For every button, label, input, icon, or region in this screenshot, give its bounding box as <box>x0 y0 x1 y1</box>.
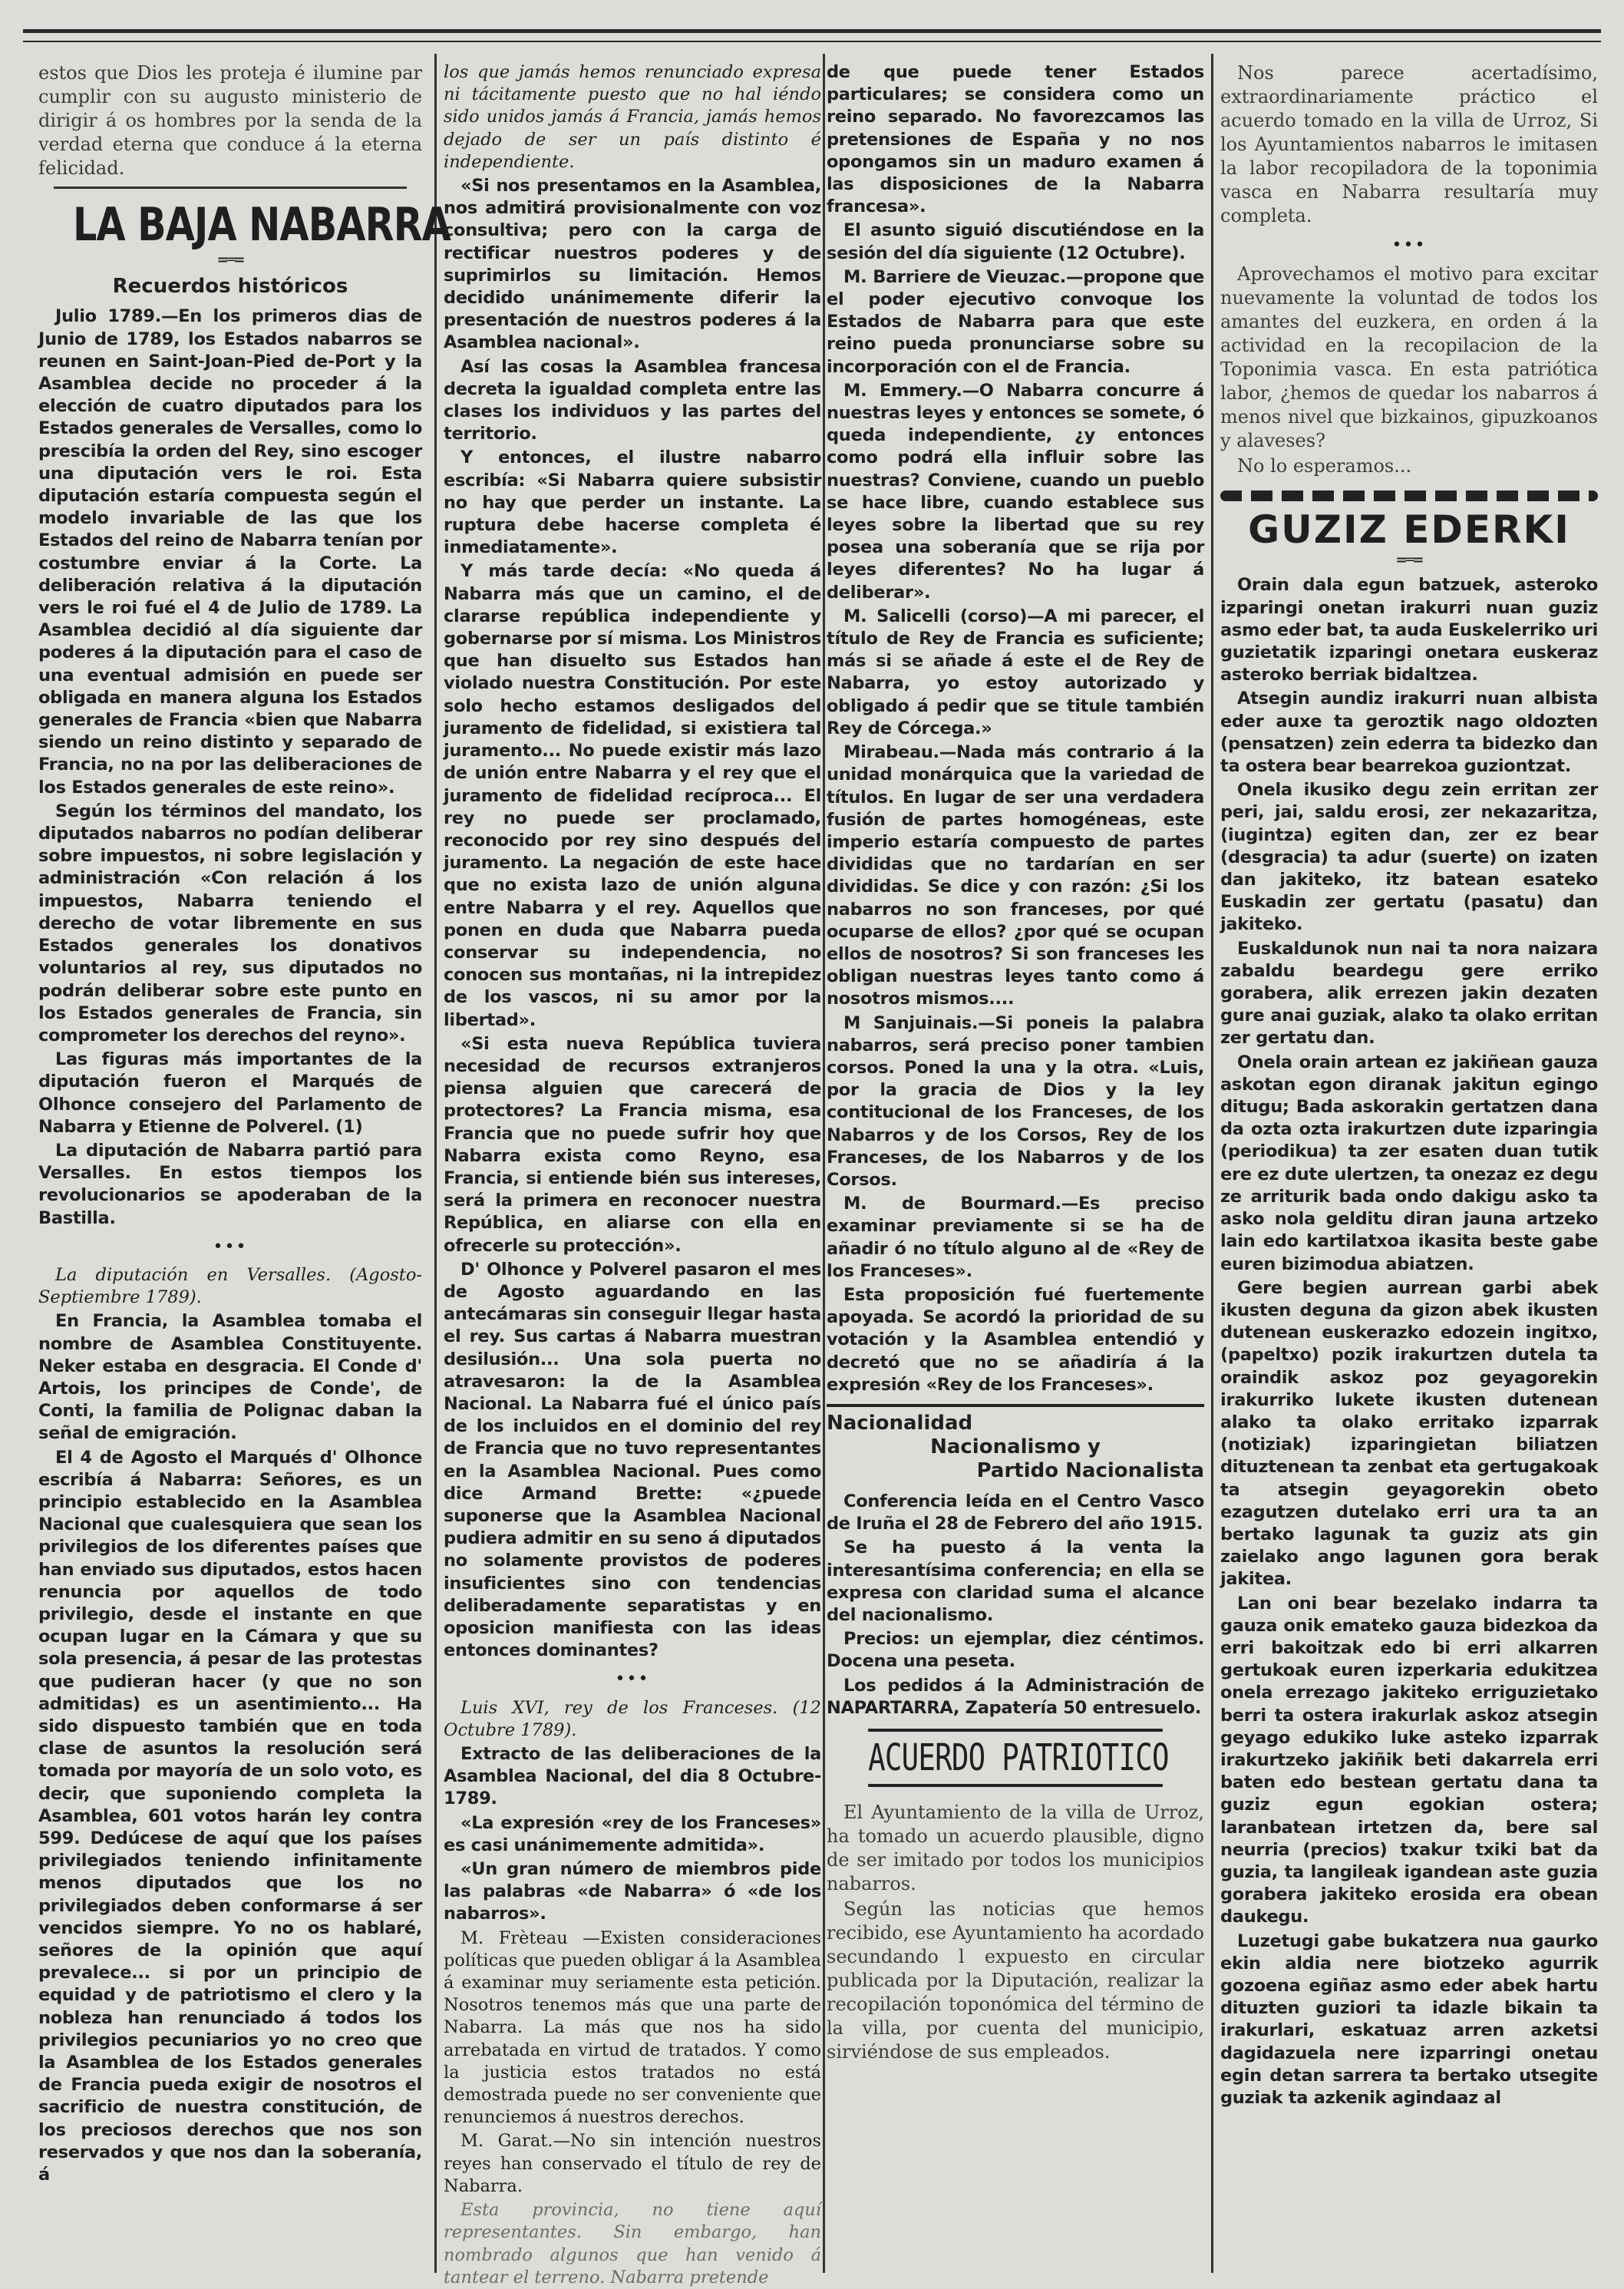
column-3 <box>827 61 1204 2258</box>
paragraph: Conferencia leída en el Centro Vasco de Iruña el 28 de Febrero del año 1915. <box>827 1491 1204 1534</box>
paragraph: M. de Bourmard.—Es preciso examinar previamente si se ha de añadir ó no título alguno al de «Rey de los Franceses». <box>827 1194 1204 1281</box>
paragraph: Gere begien aurrean garbi abek ikusten deguna da gizon abek ikusten dutenean euskerazko edozein ingitxo, (papeltxo) pozik irakurtzen dutela ta oraindik askoz poz geyagorekin irakurriko lukete ikusten dutenean alako ta olako erritako izparrak (notiziak) izparingietan biliatzen dituztenean ta zenbat eta gertugakoak ta atsegin geyagorekin obeto ezagutzen dutelako erri ura ta an bertako lagunak ta guziz ats gin zaielako ango lagunen gora berak jakitea. <box>1220 1277 1598 1590</box>
dots-ornament: ••• <box>213 1237 248 1257</box>
column-1 <box>38 61 451 2258</box>
column-2 <box>444 61 821 2287</box>
paragraph: los que jamás hemos renunciado expresa ni tácitamente puesto que no hal iéndo sido unidos jamás á Francia, jamás hemos dejado de ser un país distinto é independiente. <box>444 62 821 172</box>
dots-ornament: ••• <box>1391 236 1427 255</box>
column-divider <box>434 54 437 2273</box>
heading-line: Nacionalismo y <box>930 1435 1101 1458</box>
paragraph: La diputación en Versalles. (Agosto-Septiembre 1789). <box>38 1264 422 1308</box>
paragraph: M. Emmery.—O Nabarra concurre á nuestras leyes y entonces se somete, ó queda independiente, ¿y entonces como podrá ella influir sobre las nuestras? Conviene, cuando un pueblo se hace libre, cuando establece sus leyes sobre la libertad que su rey posea una soberanía que se rija por leyes diferentes? No ha lugar á deliberar». <box>827 380 1204 603</box>
paragraph: M. Frèteau —Existen consideraciones políticas que pueden obligar á la Asamblea á examinar muy seriamente esta petición. Nosotros tenemos más que una parte de Nabarra. La más que nos ha sido arrebatada en virtud de tratados. Y como la justicia estos tratados no está demostrada puede no ser conveniente que renunciemos á nuestros derechos. <box>444 1927 821 2128</box>
paragraph: M. Barriere de Vieuzac.—propone que el poder ejecutivo convoque los Estados de Nabarra para que este reino pueda pronunciarse sobre su incorporación con el de Francia. <box>827 266 1204 377</box>
ornamental-rule <box>1220 490 1598 501</box>
dots-ornament: ••• <box>615 1670 650 1690</box>
ornament: =═= <box>1395 552 1423 569</box>
acuerdo-title: ACUERDO PATRIOTICO <box>868 1729 1163 1787</box>
ornament: =═= <box>216 252 244 268</box>
paragraph: En Francia, la Asamblea tomaba el nombre de Asamblea Constituyente. Neker estaba en desgracia. El Conde d' Artois, los principes de Conde', de Conti, la familia de Polignac daban la señal de emigración. <box>38 1311 422 1444</box>
paragraph: Luzetugi gabe bukatzera nua gaurko ekin aldia nere biotzeko agurrik gozoena egiñaz asmo eder abek hartu dituzten guziori ta idazle bikain ta irakurlari, eskatuaz arren azketsi dagidazuela nere izparringi onetau egin detan sarrera ta bertako utsegite guziak ta azkenik agindaaz al <box>1220 1931 1598 2109</box>
paragraph: M. Garat.—No sin intención nuestros reyes han conservado el título de rey de Nabarra. <box>444 2131 821 2196</box>
paragraph: de que puede tener Estados particulares; se considera como un reino separado. No favorezcamos las pretensiones de España y no nos opongamos sin un maduro examen á las disposiciones de la Nabarra francesa». <box>827 62 1204 217</box>
paragraph: El Ayuntamiento de la villa de Urroz, ha tomado un acuerdo plausible, digno de ser imitado por todos los municipios nabarros. <box>827 1802 1204 1895</box>
column-divider <box>1211 54 1213 2273</box>
heading-line: Nacionalidad <box>827 1411 973 1435</box>
paragraph: «Si esta nueva República tuviera necesidad de recursos extranjeros piensa alguien que carecerá de protectores? La Francia misma, esa Francia que no puede sufrir hoy que Nabarra exista como Reyno, esa Francia, si entiende bién sus intereses, será la primera en reconocer nuestra República, en aliarse con ella en ofrecerle su protección». <box>444 1033 821 1256</box>
paragraph: Atsegin aundiz irakurri nuan albista eder auxe ta geroztik nago oldozten (pensatzen) zein ederra ta bidezko dan ta ostera bear bearrekoa guziontzat. <box>1220 689 1598 777</box>
paragraph: Julio 1789.—En los primeros dias de Junio de 1789, los Estados nabarros se reunen en Saint-Joan-Pied de-Port y la Asamblea decide no proceder á la elección de cuatro diputados para los Estados generales de Versalles, como lo prescibía la orden del Rey, sino escoger una diputación vers le roi. Esta diputación estaría compuesta según el modelo invariable de las que los Estados del reino de Nabarra tenían por costumbre enviar á la Corte. La deliberación relativa á la diputación vers le roi fué el 4 de Julio de 1789. La Asamblea decidió al día siguiente dar poderes á la diputación para el caso de una eventual admisión en puede ser obligada en manera alguna los Estados generales de Francia «bien que Nabarra siendo un reino distinto y separado de Francia, no na por las deliberaciones de los Estados generales de este reino». <box>38 306 422 798</box>
column-4 <box>1220 61 1598 2258</box>
intro-text: estos que Dios les proteja é ilumine par cumplir con su augusto ministerio de dirigir á os hombres por la senda de la verdad eterna que conduce á la eterna felicidad. <box>38 62 422 179</box>
paragraph: Euskaldunok nun nai ta nora naizara zabaldu beardegu gere erriko gorabera, alik errezen jakin dezaten gure anai guziak, alako ta olako erritan zer gertatu dan. <box>1220 938 1598 1049</box>
paragraph: M. Salicelli (corso)—A mi parecer, el título de Rey de Francia es suficiente; más si se añade á este el de Rey de Nabarra, yo estoy autorizado y obligado á pedir que se titule también Rey de Córcega.» <box>827 606 1204 738</box>
paragraph: Onela ikusiko degu zein erritan zer peri, jai, saldu erosi, zer nekazaritza, (iugintza) egiten dan, zer ez bear (desgracia) ta adur (suerte) on izaten dan jakiteko, itz batean esateko Euskadin zer gertatu (pasatu) dan jakiteko. <box>1220 780 1598 935</box>
nacionalismo-heading <box>827 1404 1204 1483</box>
paragraph: Mirabeau.—Nada más contrario á la unidad monárquica que la variedad de títulos. En lugar de ser una verdadera fusión de partes homogéneas, este imperio estaría compuesto de partes divididas que no tardarían en ser divididas. Se dice y con razón: ¿Si los nabarros no son franceses, por qué ocuparse de ellos? ¿por qué se ocupan ellos de nosotros? Si son franceses les obligan nuestras leyes tanto como á nosotros mismos.... <box>827 742 1204 1009</box>
paragraph: El asunto siguió discutiéndose en la sesión del día siguiente (12 Octubre). <box>827 220 1204 263</box>
paragraph: El 4 de Agosto el Marqués d' Olhonce escribía á Nabarra: Señores, es un principio establecido en la Asamblea Nacional que cualesquiera que sean los privilegios de los diferentes países que han enviado sus diputados, estos hacen renuncia por aquellos de todo privilegio, desde el instante en que ocupan lugar en la Cámara y que su sola presencia, á pesar de las protestas que pudieran hacer (y que no son admitidas) es un asentimiento... Ha sido dispuesto también que en toda clase de asuntos la resolución será tomada por mayoría de un solo voto, es decir, que suponiendo completa la Asamblea, 601 votos harán ley contra 599. Dedúcese de aquí que los países privilegiados teniendo infinitamente menos diputados que los no privilegiados deben conformarse á ser vencidos siempre. Yo no os hablaré, señores de la opinión que aquí prevalece... si por un principio de equidad y de patriotismo el clero y la nobleza han renunciado á todos los privilegios pecuniarios yo no creo que la Asamblea de los Estados generales de Francia pueda exigir de nosotros el sacrificio de nuestra constitución, de los preciosos derechos que nos son reservados y que nos dan la soberanía, á <box>38 1447 422 2185</box>
paragraph: Lan oni bear bezelako indarra ta gauza onik emateko gauza bidezkoa da erri bakoitzak edo bi erri alkarren gertukoak euren izperkaria edukitzea onela errezago jakiteko erriguzietako berri ta ostera irakurlak askoz atsegin geyago edukiko luke asteko izparrak irakurtzeko jakiñik beti dakarrela erri baten edo bestean gertatu dana ta guziz egun egokian ostera; laranbatean irtetzen da, bere sal neurria (precios) txakur txiki bat da guzia, ta langileak igandean aste guzia gorabera jakiteko erosida era obean daukegu. <box>1220 1593 1598 1927</box>
divider <box>54 187 407 189</box>
paragraph: Esta proposición fué fuertemente apoyada. Se acordó la prioridad de su votación y la Asamblea entendió y decretó que no se añadiría á la expresión «Rey de los Franceses». <box>827 1284 1204 1395</box>
paragraph: «Un gran número de miembros pide las palabras «de Nabarra» ó «de los nabarros». <box>444 1859 821 1924</box>
paragraph: Así las cosas la Asamblea francesa decreta la igualdad completa entre las clases los individuos y las partes del territorio. <box>444 356 821 444</box>
paragraph: Las figuras más importantes de la diputación fueron el Marqués de Olhonce consejero del Parlamento de Nabarra y Etienne de Polverel. (1) <box>38 1049 422 1137</box>
paragraph: Orain dala egun batzuek, asteroko izparingi onetan irakurri nuan guziz asmo eder bat, ta auda Euskelerriko uri guzietatik izparingi onetara euskeraz asteroko berriak bidaltzea. <box>1220 575 1598 685</box>
paragraph: Esta provincia, no tiene aquí representantes. Sin embargo, han nombrado algunos que han venido á tantear el terreno. Nabarra pretende <box>444 2200 821 2287</box>
paragraph: Los pedidos á la Administración de NAPARTARRA, Zapatería 50 entresuelo. <box>827 1675 1204 1718</box>
paragraph: M Sanjuinais.—Si poneis la palabra nabarros, será preciso poner tambien corsos. Poned la una y la otra. «Luis, por la gracia de Dios y la ley contitucional de los Franceses, de los Nabarros y de los Corsos, Rey de los Franceses, de los Nabarros y de los Corsos. <box>827 1012 1204 1190</box>
article-subtitle: Recuerdos históricos <box>112 275 348 299</box>
guziz-title: GUZIZ EDERKI <box>1248 507 1570 553</box>
paragraph: «Si nos presentamos en la Asamblea, nos admitirá provisionalmente con voz consultiva; pero con la carga de rectificar nuestros poderes y de suprimirlos su limitación. Hemos decidido unánimemente diferir la presentación de nuestros poderes á la Asamblea nacional». <box>444 176 821 353</box>
paragraph: D' Olhonce y Polverel pasaron el mes de Agosto aguardando en las antecámaras sin conseguir llegar hasta el rey. Sus cartas á Nabarra muestran desilusión... Una sola puerta no atravesaron: la de la Asamblea Nacional. La Nabarra fué el único país de los incluidos en el dominio del rey de Francia que no tuvo representantes en la Asamblea Nacional. Pues como dice Armand Brette: «¿puede suponerse que la Asamblea Nacional pudiera admitir en su seno á diputados no solamente provistos de poderes insuficientes sino con tendencias deliberadamente separatistas y en oposicion manifiesta con las ideas entonces dominantes? <box>444 1259 821 1661</box>
paragraph: «La expresión «rey de los Franceses» es casi unánimemente admitida». <box>444 1812 821 1855</box>
heading-line: Partido Nacionalista <box>976 1458 1204 1482</box>
paragraph: No lo esperamos... <box>1237 455 1412 477</box>
paragraph: Nos parece acertadísimo, extraordinariamente práctico el acuerdo tomado en la villa de Urroz, Si los Ayuntamientos nabarros le imitasen la labor recopiladora de la toponimia vasca en Nabarra resultaría muy completa. <box>1220 62 1598 226</box>
paragraph: Y entonces, el ilustre nabarro escribía: «Si Nabarra quiere subsistir no hay que perder un instante. La ruptura debe hacerse completa é inmediatamente». <box>444 448 821 558</box>
paragraph: Según los términos del mandato, los diputados nabarros no podían deliberar sobre impuestos, ni sobre legislación y administración «Con relación á los impuestos, Nabarra teniendo el derecho de votar libremente en sus Estados generales los donativos voluntarios al rey, sus diputados no podrán deliberar sobre este punto en los Estados generales de Francia, sin comprometer los derechos del reyno». <box>38 801 422 1045</box>
paragraph: Precios: un ejemplar, diez céntimos. Docena una peseta. <box>827 1629 1204 1672</box>
top-rule <box>23 29 1601 42</box>
article-title: LA BAJA NABARRA <box>73 198 451 252</box>
paragraph: Según las noticias que hemos recibido, ese Ayuntamiento ha acordado secundando l expuesto en circular publicada por la Diputación, realizar la recopilación toponómica del término de la villa, por cuenta del municipio, sirviéndose de sus empleados. <box>827 1898 1204 2063</box>
paragraph: Luis XVI, rey de los Franceses. (12 Octubre 1789). <box>444 1697 821 1740</box>
paragraph: Onela orain artean ez jakiñean gauza askotan egon diranak jakitun egingo ditugu; Bada askorakin gertatzen dana da ozta ozta irakurtzen dute izparingia (periodikua) ta zer esaten duan tutik ere ez dute ulertzen, ta onezaz ez degu ze arriturik bada ondo dakigu asko ta asko nola gelditu diran jauna artzeko lain edo kartilatxoa ikasita beste gabe euren bizimodua abiatzen. <box>1220 1052 1598 1274</box>
paragraph: La diputación de Nabarra partió para Versalles. En estos tiempos los revolucionarios se apoderaban de la Bastilla. <box>38 1140 422 1228</box>
column-divider <box>823 54 825 2273</box>
paragraph: Se ha puesto á la venta la interesantísima conferencia; en ella se expresa con claridad suma el alcance del nacionalismo. <box>827 1538 1204 1625</box>
paragraph: Aprovechamos el motivo para excitar nuevamente la voluntad de todos los amantes del euzkera, en orden á la actividad en la recopilacion de la Toponimia vasca. En esta patriótica labor, ¿hemos de quedar los nabarros á menos nivel que bizkainos, gipuzkoanos y alaveses? <box>1220 263 1598 452</box>
paragraph: Y más tarde decía: «No queda á Nabarra más que un camino, el de clararse república independiente y gobernarse por sí misma. Los Ministros que han disuelto sus Estados han violado nuestra Constitución. Por este solo hecho estamos desligados del juramento de fidelidad, si existiera tal juramento... No puede existir más lazo de unión entre Nabarra y el rey que el juramento de fidelidad recíproca... El rey no puede ser proclamado, reconocido por rey sino después del juramento. La negación de este hace que no exista lazo de unión alguna entre Nabarra y el rey. Aquellos que ponen en duda que Nabarra pueda conservar su independencia, no conocen sus montañas, ni la intrepidez de los vascos, ni su amor por la libertad». <box>444 561 821 1030</box>
paragraph: Extracto de las deliberaciones de la Asamblea Nacional, del dia 8 Octubre-1789. <box>444 1744 821 1809</box>
